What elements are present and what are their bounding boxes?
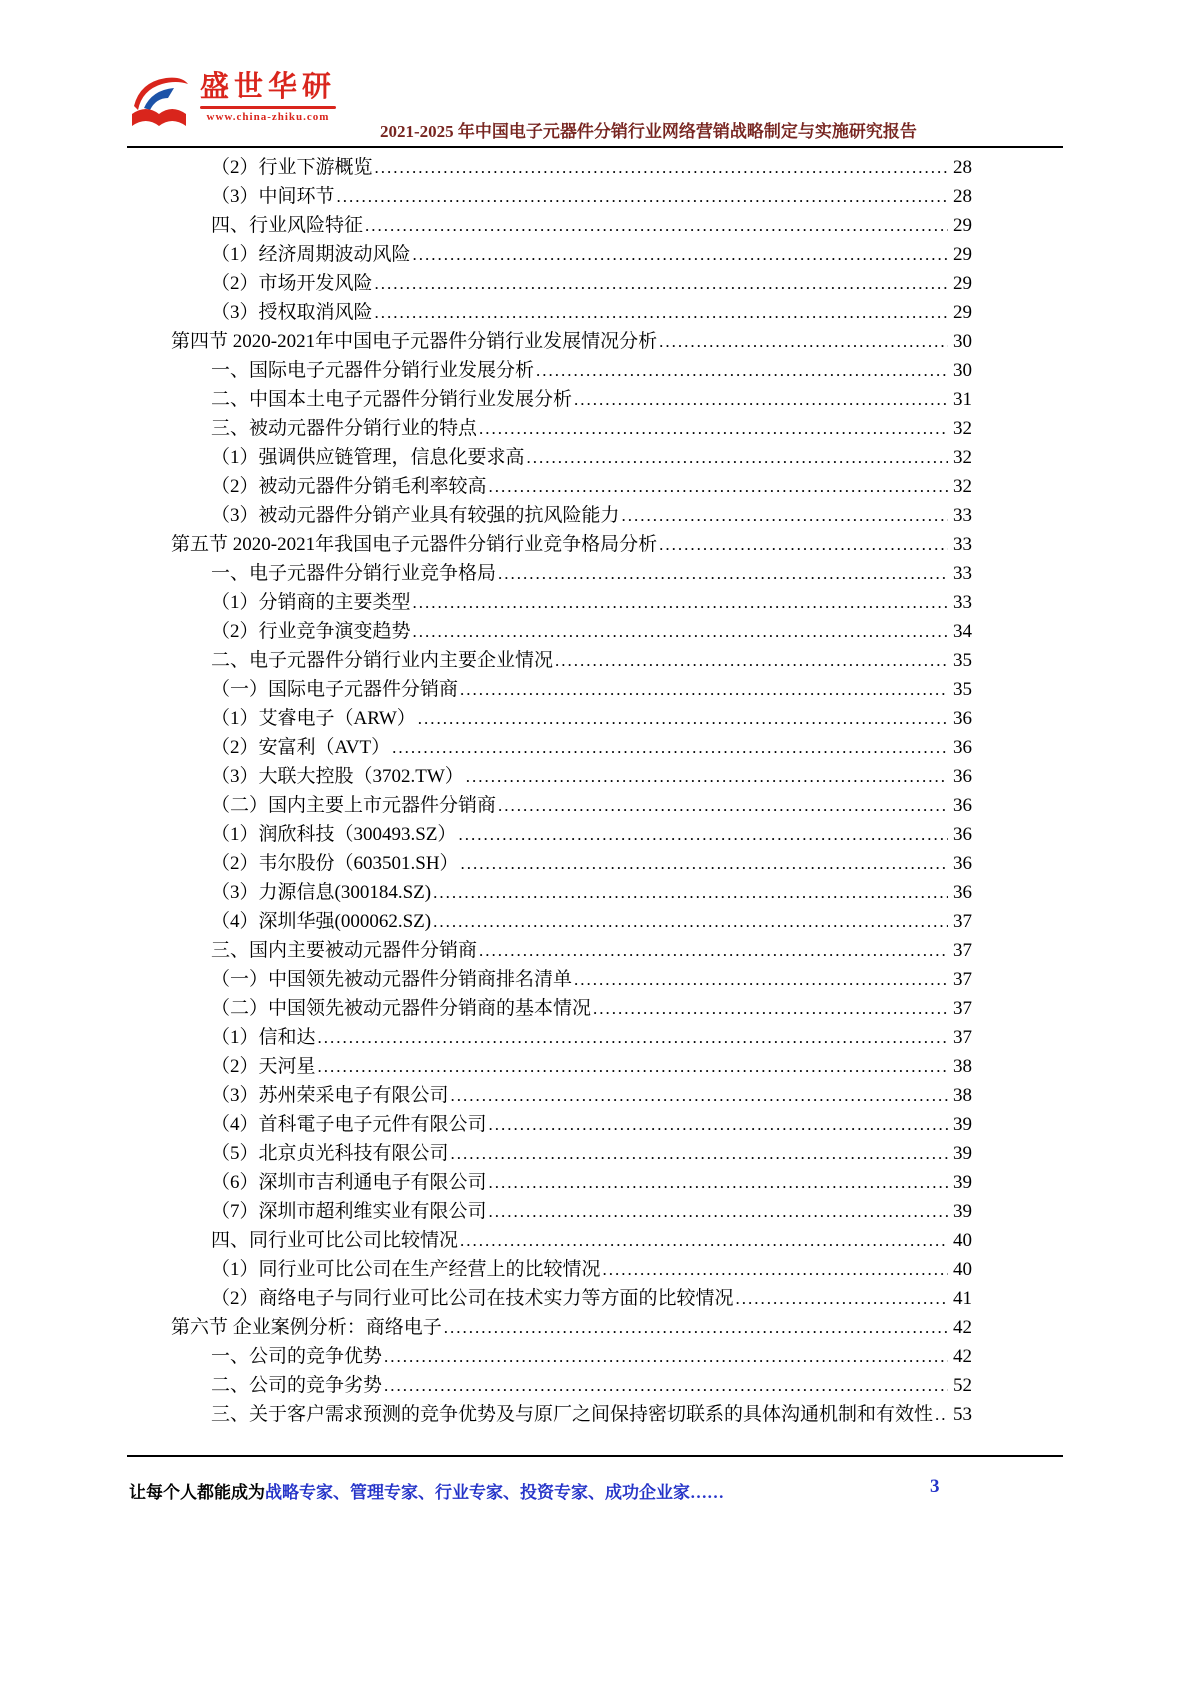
toc-entry	[127, 1023, 972, 1052]
toc-entry	[127, 1226, 972, 1255]
toc-entry-page: 29	[953, 273, 972, 294]
toc-entry-text: （3）苏州荣采电子有限公司	[211, 1085, 449, 1106]
toc-dot-leader	[375, 269, 948, 298]
toc-entry-text: 三、国内主要被动元器件分销商	[211, 940, 478, 961]
toc-entry-page: 36	[953, 824, 972, 845]
toc-dot-leader	[444, 1313, 948, 1342]
toc-dot-leader	[433, 878, 948, 907]
toc-entry-page: 29	[953, 244, 972, 265]
toc-dot-leader	[451, 1139, 948, 1168]
logo-text-column	[200, 72, 336, 123]
toc-entry-text: （3）被动元器件分销产业具有较强的抗风险能力	[211, 505, 620, 526]
toc-entry	[127, 1052, 972, 1081]
toc-entry-page: 32	[953, 476, 972, 497]
toc-entry-page: 30	[953, 360, 972, 381]
toc-entry-page: 33	[953, 563, 972, 584]
toc-dot-leader	[375, 153, 948, 182]
logo-graphic	[128, 72, 192, 134]
toc-dot-leader	[498, 791, 948, 820]
toc-entry	[127, 1342, 972, 1371]
toc-entry-page: 39	[953, 1143, 972, 1164]
toc-entry-page: 32	[953, 447, 972, 468]
logo	[128, 72, 336, 134]
toc-entry-page: 28	[953, 157, 972, 178]
toc-dot-leader	[365, 211, 948, 240]
toc-entry-text: （3）力源信息(300184.SZ)	[211, 882, 432, 903]
toc-entry-text: （一）中国领先被动元器件分销商排名清单	[211, 969, 573, 990]
toc-entry-page: 38	[953, 1085, 972, 1106]
toc-entry	[127, 153, 972, 182]
toc-dot-leader	[479, 414, 948, 443]
toc-dot-leader	[479, 936, 948, 965]
toc-entry	[127, 704, 972, 733]
toc-dot-leader	[337, 182, 948, 211]
toc-dot-leader	[622, 501, 948, 530]
toc-entry-text: （1）分销商的主要类型	[211, 592, 411, 613]
toc-entry	[127, 878, 972, 907]
toc-entry-text: （二）国内主要上市元器件分销商	[211, 795, 497, 816]
toc-entry	[127, 559, 972, 588]
toc-entry-page: 29	[953, 302, 972, 323]
toc-dot-leader	[593, 994, 948, 1023]
toc-dot-leader	[413, 240, 948, 269]
toc-dot-leader	[736, 1284, 948, 1313]
toc-entry-text: （3）授权取消风险	[211, 302, 373, 323]
toc-dot-leader	[489, 1197, 948, 1226]
toc-entry-text: 四、行业风险特征	[211, 215, 364, 236]
toc-dot-leader	[460, 1226, 948, 1255]
toc-entry-page: 38	[953, 1056, 972, 1077]
toc-entry-text: （1）经济周期波动风险	[211, 244, 411, 265]
footer-page-number: 3	[930, 1476, 940, 1497]
toc-dot-leader	[384, 1371, 948, 1400]
toc-dot-leader	[318, 1052, 948, 1081]
toc-entry	[127, 849, 972, 878]
toc-dot-leader	[466, 762, 948, 791]
toc-entry	[127, 356, 972, 385]
toc-entry-page: 36	[953, 882, 972, 903]
toc-dot-leader	[574, 385, 948, 414]
toc-entry-text: （一）国际电子元器件分销商	[211, 679, 459, 700]
toc-entry-text: 二、中国本土电子元器件分销行业发展分析	[211, 389, 573, 410]
toc-entry-page: 41	[953, 1288, 972, 1309]
toc-dot-leader	[489, 472, 948, 501]
toc-entry-text: 第四节 2020-2021年中国电子元器件分销行业发展情况分析	[171, 331, 658, 352]
toc-entry	[127, 820, 972, 849]
toc-entry-page: 37	[953, 911, 972, 932]
toc-entry-page: 37	[953, 969, 972, 990]
toc-dot-leader	[498, 559, 948, 588]
toc-entry-page: 36	[953, 795, 972, 816]
logo-brand-text: 盛世华研	[200, 71, 337, 103]
toc-entry	[127, 530, 972, 559]
toc-entry	[127, 936, 972, 965]
toc-entry	[127, 1081, 972, 1110]
toc-entry-text: 一、国际电子元器件分销行业发展分析	[211, 360, 535, 381]
toc-dot-leader	[392, 733, 948, 762]
logo-url-text: www.china-zhiku.com	[206, 110, 330, 123]
toc-dot-leader	[461, 849, 948, 878]
toc-dot-leader	[413, 588, 948, 617]
toc-dot-leader	[384, 1342, 948, 1371]
toc-dot-leader	[489, 1168, 948, 1197]
footer-slogan	[129, 1478, 724, 1503]
toc-dot-leader	[460, 675, 948, 704]
toc-entry-page: 36	[953, 766, 972, 787]
toc-entry-page: 30	[953, 331, 972, 352]
toc-entry-text: （1）强调供应链管理，信息化要求高	[211, 447, 525, 468]
toc-entry-text: （2）商络电子与同行业可比公司在技术实力等方面的比较情况	[211, 1288, 734, 1309]
toc-entry	[127, 211, 972, 240]
toc-entry-page: 32	[953, 418, 972, 439]
toc-entry-text: 四、同行业可比公司比较情况	[211, 1230, 459, 1251]
toc-entry	[127, 1168, 972, 1197]
toc-entry-text: 二、电子元器件分销行业内主要企业情况	[211, 650, 554, 671]
toc-dot-leader	[659, 327, 948, 356]
toc-dot-leader	[536, 356, 948, 385]
toc-dot-leader	[375, 298, 948, 327]
toc-entry	[127, 994, 972, 1023]
toc-entry-text: （1）同行业可比公司在生产经营上的比较情况	[211, 1259, 601, 1280]
toc-entry-text: 一、电子元器件分销行业竞争格局	[211, 563, 497, 584]
toc-entry-text: （3）中间环节	[211, 186, 335, 207]
toc-entry-text: （2）天河星	[211, 1056, 316, 1077]
toc-entry-page: 40	[953, 1230, 972, 1251]
toc-entry-text: （1）艾睿电子（ARW）	[211, 708, 416, 729]
toc-dot-leader	[527, 443, 948, 472]
toc-entry	[127, 182, 972, 211]
toc-entry-page: 37	[953, 998, 972, 1019]
toc-entry-text: 第六节 企业案例分析：商络电子	[171, 1317, 442, 1338]
toc-dot-leader	[451, 1081, 948, 1110]
toc-entry-page: 28	[953, 186, 972, 207]
toc-entry-text: （2）行业下游概览	[211, 157, 373, 178]
toc-entry-text: （4）深圳华强(000062.SZ)	[211, 911, 432, 932]
toc-entry	[127, 791, 972, 820]
toc-entry	[127, 1197, 972, 1226]
footer-slogan-prefix: 让每个人都能成为	[129, 1483, 265, 1502]
toc-entry-text: （2）行业竞争演变趋势	[211, 621, 411, 642]
toc-entry	[127, 617, 972, 646]
toc-entry	[127, 1313, 972, 1342]
header-divider	[127, 146, 1063, 148]
toc-entry	[127, 240, 972, 269]
toc-entry-page: 36	[953, 708, 972, 729]
report-title: 2021-2025 年中国电子元器件分销行业网络营销战略制定与实施研究报告	[380, 122, 917, 141]
toc-entry	[127, 501, 972, 530]
toc-entry	[127, 733, 972, 762]
toc-entry	[127, 1371, 972, 1400]
toc-entry	[127, 646, 972, 675]
toc-dot-leader	[574, 965, 948, 994]
toc-dot-leader	[603, 1255, 948, 1284]
toc-entry-page: 42	[953, 1317, 972, 1338]
toc-entry-page: 29	[953, 215, 972, 236]
toc-entry-text: （2）市场开发风险	[211, 273, 373, 294]
toc-entry-text: （二）中国领先被动元器件分销商的基本情况	[211, 998, 592, 1019]
toc-dot-leader	[318, 1023, 948, 1052]
toc-list	[127, 153, 972, 1429]
toc-entry	[127, 762, 972, 791]
toc-entry-text: （2）被动元器件分销毛利率较高	[211, 476, 487, 497]
toc-entry	[127, 385, 972, 414]
toc-entry-text: 一、公司的竞争优势	[211, 1346, 383, 1367]
toc-entry-text: 三、关于客户需求预测的竞争优势及与原厂之间保持密切联系的具体沟通机制和有效性	[211, 1404, 934, 1425]
toc-entry	[127, 327, 972, 356]
toc-dot-leader	[935, 1400, 948, 1429]
toc-entry-page: 33	[953, 534, 972, 555]
toc-entry-text: （2）韦尔股份（603501.SH）	[211, 853, 459, 874]
toc-entry-page: 33	[953, 505, 972, 526]
logo-underline	[200, 106, 336, 109]
toc-entry-page: 33	[953, 592, 972, 613]
toc-entry-page: 37	[953, 940, 972, 961]
toc-entry-page: 42	[953, 1346, 972, 1367]
toc-entry-text: （2）安富利（AVT）	[211, 737, 391, 758]
toc-entry	[127, 588, 972, 617]
toc-dot-leader	[413, 617, 948, 646]
toc-entry-page: 37	[953, 1027, 972, 1048]
toc-entry-page: 53	[953, 1404, 972, 1425]
toc-entry-page: 39	[953, 1201, 972, 1222]
toc-entry-text: （1）信和达	[211, 1027, 316, 1048]
toc-entry-text: 二、公司的竞争劣势	[211, 1375, 383, 1396]
toc-entry	[127, 1139, 972, 1168]
toc-entry-text: （5）北京贞光科技有限公司	[211, 1143, 449, 1164]
footer-slogan-highlight: 战略专家、管理专家、行业专家、投资专家、成功企业家……	[265, 1483, 724, 1502]
toc-entry	[127, 472, 972, 501]
toc-entry	[127, 1284, 972, 1313]
toc-entry-text: （7）深圳市超利维实业有限公司	[211, 1201, 487, 1222]
toc-dot-leader	[458, 820, 948, 849]
toc-entry-text: （6）深圳市吉利通电子有限公司	[211, 1172, 487, 1193]
toc-entry-page: 36	[953, 737, 972, 758]
toc-entry	[127, 675, 972, 704]
toc-entry-text: （3）大联大控股（3702.TW）	[211, 766, 464, 787]
toc-entry	[127, 965, 972, 994]
toc-entry-page: 34	[953, 621, 972, 642]
toc-entry-page: 35	[953, 650, 972, 671]
toc-entry-text: （4）首科電子电子元件有限公司	[211, 1114, 487, 1135]
footer-divider	[127, 1455, 1063, 1457]
toc-entry-page: 36	[953, 853, 972, 874]
toc-entry	[127, 1400, 972, 1429]
toc-dot-leader	[489, 1110, 948, 1139]
toc-entry	[127, 269, 972, 298]
toc-entry-text: （1）润欣科技（300493.SZ）	[211, 824, 457, 845]
toc-entry	[127, 1255, 972, 1284]
toc-entry	[127, 298, 972, 327]
toc-entry-page: 52	[953, 1375, 972, 1396]
toc-dot-leader	[433, 907, 948, 936]
toc-entry-page: 39	[953, 1114, 972, 1135]
toc-entry	[127, 414, 972, 443]
toc-dot-leader	[555, 646, 948, 675]
toc-entry	[127, 443, 972, 472]
toc-entry	[127, 907, 972, 936]
toc-entry	[127, 1110, 972, 1139]
toc-entry-page: 40	[953, 1259, 972, 1280]
toc-entry-text: 第五节 2020-2021年我国电子元器件分销行业竞争格局分析	[171, 534, 658, 555]
toc-entry-page: 39	[953, 1172, 972, 1193]
toc-entry-page: 35	[953, 679, 972, 700]
toc-dot-leader	[659, 530, 948, 559]
toc-dot-leader	[418, 704, 948, 733]
toc-entry-page: 31	[953, 389, 972, 410]
toc-entry-text: 三、被动元器件分销行业的特点	[211, 418, 478, 439]
